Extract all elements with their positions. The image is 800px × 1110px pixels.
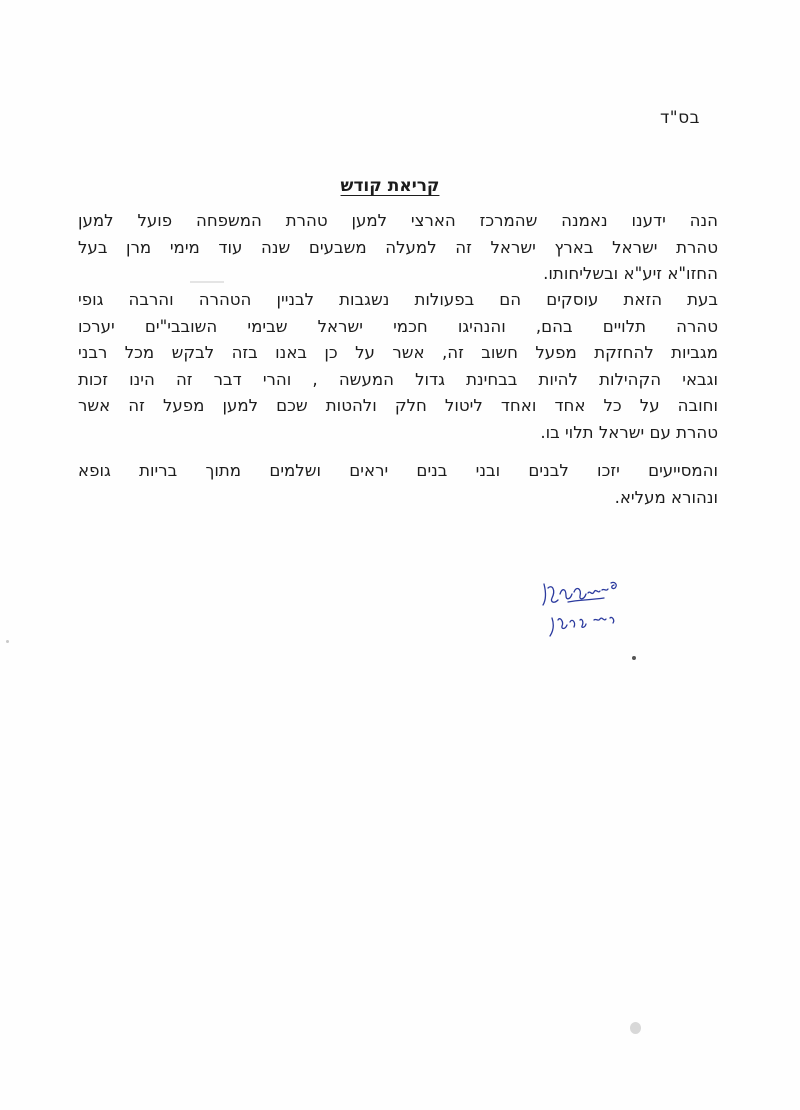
bsd-header: בס"ד	[660, 108, 700, 128]
paragraph-line: החזו"א זיע"א ובשליחותו.	[543, 264, 718, 283]
paragraph-line: מגביות להחזקת מפעל חשוב זה, אשר על כן באנו בזה לבקש מכל רבני	[78, 343, 718, 362]
paragraph-line: ונהורא מעליא.	[614, 487, 718, 507]
paragraph-1	[78, 208, 718, 288]
ink-speck	[632, 656, 636, 660]
paragraph-line: והמסייעים יזכו לבנים ובני בנים יראים ושלמים מתוך בריות גופא	[78, 461, 718, 480]
paper-scuff	[190, 281, 224, 283]
paragraph-line: טהרת עם ישראל תלוי בו.	[540, 422, 718, 442]
paper-stain	[630, 1022, 641, 1034]
paragraph-line: וחובה על כל אחד ואחד ליטול חלק ולהטות שכם למען מפעל זה אשר	[78, 396, 718, 415]
paragraph-line: בעת הזאת עוסקים הם בפעולות נשגבות לבניין הטהרה והרבה גופי	[78, 290, 718, 309]
paper-speck	[6, 640, 9, 643]
paragraph-line: טהרת ישראל בארץ ישראל זה למעלה משבעים שנה עוד מימי מרן בעל	[78, 237, 718, 257]
paragraph-line: טהרה תלויים בהם, והנהיגו חכמי ישראל שבימי השובבי"ים יערכו	[78, 316, 718, 336]
handwritten-signature	[538, 578, 628, 640]
paragraph-line: הנה ידענו נאמנה שהמרכז הארצי למען טהרת המשפחה פועל למען	[78, 211, 718, 230]
paragraph-line: וגבאי הקהילות להיות בבחינת גדול המעשה , והרי דבר זה הינו זכות	[78, 369, 718, 389]
paragraph-2	[78, 287, 718, 446]
paragraph-3	[78, 458, 718, 511]
document-title: קריאת קודש	[340, 176, 440, 196]
